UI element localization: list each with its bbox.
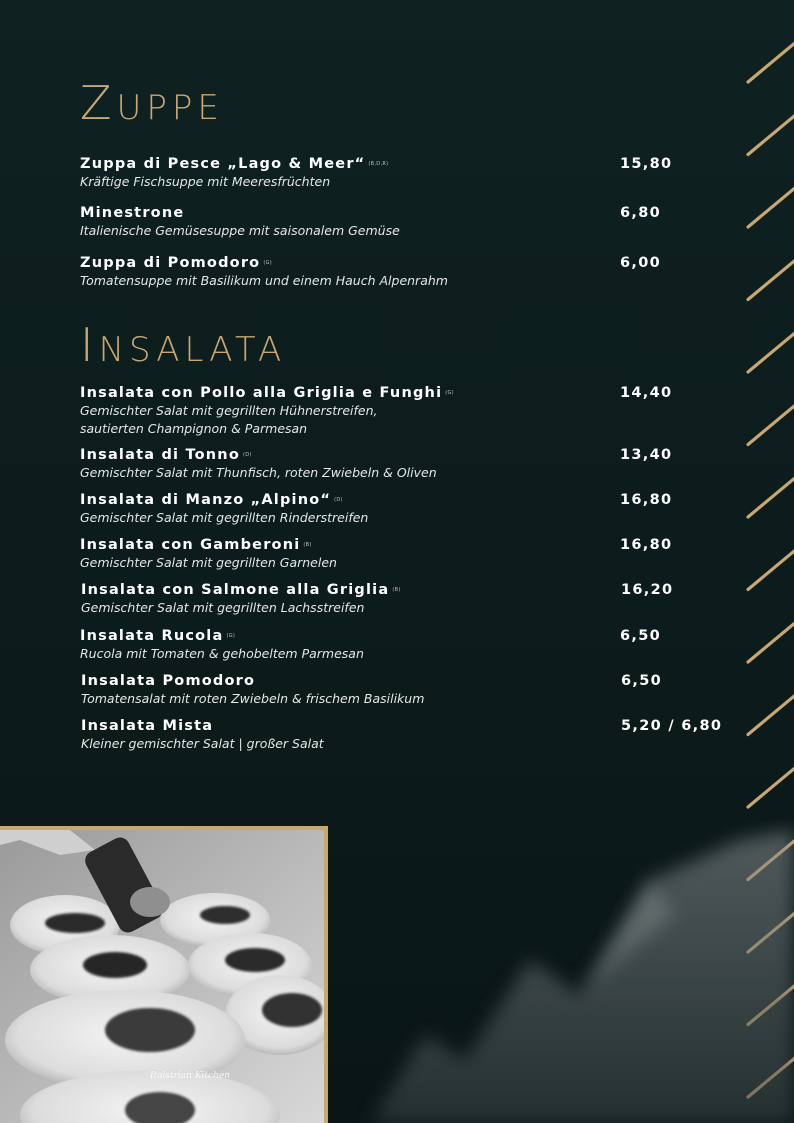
allergen-code: (G): [445, 390, 454, 396]
item-description: Kleiner gemischter Salat | großer Salat: [81, 736, 324, 751]
menu-item: [80, 446, 740, 482]
mountain-silhouette: [330, 820, 794, 1123]
allergen-code: (D): [242, 452, 252, 458]
decorative-stripe: [748, 405, 794, 445]
item-name: Insalata Mista: [81, 718, 214, 734]
menu-item: [81, 672, 741, 708]
decorative-stripe: [748, 622, 794, 662]
photo-caption: Italstrian Kitchen: [149, 1071, 231, 1081]
item-description: Tomatensuppe mit Basilikum und einem Hauch Alpenrahm: [80, 273, 448, 288]
item-name: Zuppa di Pomodoro: [80, 255, 261, 271]
menu-item: [80, 384, 740, 438]
item-name: Minestrone: [80, 205, 185, 221]
item-price: 16,80: [620, 537, 673, 553]
item-description: Gemischter Salat mit gegrillten Hühnerstreifen,: [80, 403, 378, 418]
menu-item: [80, 627, 740, 663]
section-title-insalata: INSALATA: [80, 318, 287, 372]
item-price: 15,80: [620, 156, 673, 172]
menu-item: [81, 581, 741, 617]
item-price: 13,40: [620, 447, 673, 463]
item-price: 14,40: [620, 385, 673, 401]
item-price: 6,00: [620, 255, 661, 271]
item-description: Rucola mit Tomaten & gehobeltem Parmesan: [80, 646, 364, 661]
item-name: Insalata Pomodoro: [81, 673, 256, 689]
allergen-code: (D): [334, 497, 343, 503]
item-price: 6,50: [620, 628, 661, 644]
item-description: Gemischter Salat mit gegrillten Garnelen: [80, 555, 337, 570]
menu-item: [80, 536, 740, 572]
item-name: Insalata con Salmone alla Griglia: [81, 582, 390, 598]
item-description: Gemischter Salat mit Thunfisch, roten Zwiebeln & Oliven: [80, 465, 437, 480]
item-price: 16,80: [620, 492, 673, 508]
item-description: Italienische Gemüsesuppe mit saisonalem Gemüse: [80, 223, 400, 238]
item-description-line-2: sautierten Champignon & Parmesan: [80, 421, 308, 436]
allergen-code: (B,D,R): [368, 161, 389, 167]
item-name: Insalata di Tonno: [80, 447, 240, 463]
decorative-stripe: [748, 767, 794, 807]
section-title-zuppe: ZUPPE: [80, 76, 224, 130]
decorative-stripe: [748, 187, 794, 227]
decorative-stripe: [748, 550, 794, 590]
allergen-code: (G): [226, 633, 236, 639]
item-name: Insalata con Pollo alla Griglia e Funghi: [80, 385, 443, 401]
decorative-stripe: [748, 42, 794, 82]
item-price: 6,50: [621, 673, 662, 689]
decorative-stripe: [748, 332, 794, 372]
decorative-stripe: [748, 260, 794, 300]
menu-item: [80, 491, 740, 527]
item-price: 16,20: [621, 582, 674, 598]
menu-item: [80, 204, 740, 240]
food-photo: [0, 826, 328, 1123]
item-name: Insalata Rucola: [80, 628, 224, 644]
item-price: 6,80: [620, 205, 661, 221]
allergen-code: (B): [303, 542, 312, 548]
menu-item: [80, 254, 740, 290]
menu-item: [81, 717, 741, 753]
menu-item: [80, 155, 740, 191]
item-name: Insalata di Manzo „Alpino“: [80, 492, 332, 508]
plated-dishes-image: [0, 830, 324, 1123]
item-name: Insalata con Gamberoni: [80, 537, 301, 553]
decorative-stripe: [748, 477, 794, 517]
item-description: Gemischter Salat mit gegrillten Rinderstreifen: [80, 510, 369, 525]
item-price: 5,20 / 6,80: [621, 718, 723, 734]
decorative-stripe: [748, 115, 794, 155]
allergen-code: (G): [263, 260, 273, 266]
allergen-code: (B): [392, 587, 401, 593]
item-description: Kräftige Fischsuppe mit Meeresfrüchten: [80, 174, 331, 189]
item-description: Tomatensalat mit roten Zwiebeln & frischem Basilikum: [81, 691, 425, 706]
item-name: Zuppa di Pesce „Lago & Meer“: [80, 156, 366, 172]
item-description: Gemischter Salat mit gegrillten Lachsstreifen: [81, 600, 365, 615]
decorative-stripe: [748, 695, 794, 735]
